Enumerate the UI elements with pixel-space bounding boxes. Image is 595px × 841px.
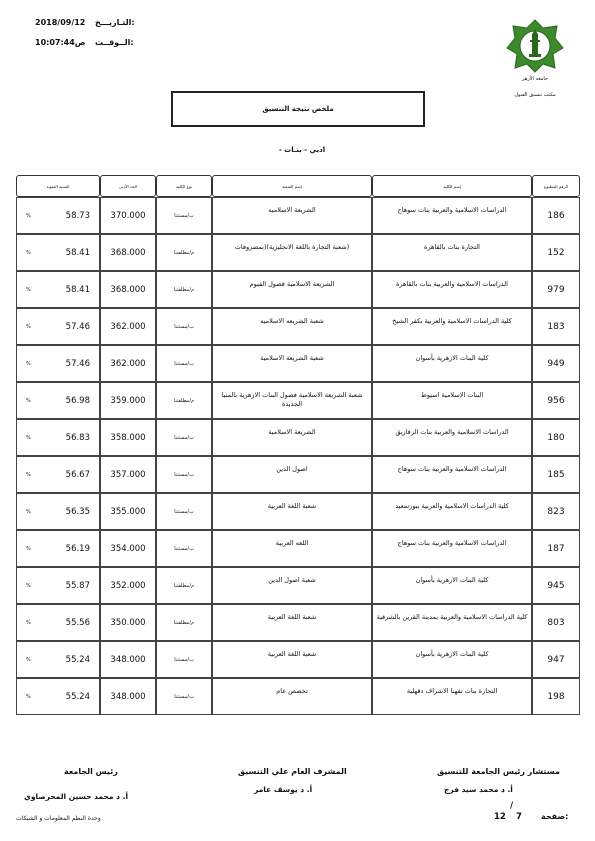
university-logo xyxy=(505,18,565,74)
cell-faculty: كلية البنات الازهرية بأسوان xyxy=(372,641,532,678)
pct-sign: % xyxy=(26,286,31,293)
pct-value: 58.41 xyxy=(65,284,90,295)
cell-type: ب/مستثنا xyxy=(156,530,212,567)
footer-unit: وحدة النظم المعلومات و الشبكات xyxy=(16,815,101,822)
cell-type: م/مطلقتنا xyxy=(156,567,212,604)
cell-faculty: الدراسات الاسلامية والعربية بنات سوهاج xyxy=(372,197,532,234)
table-header-row xyxy=(16,175,580,197)
cell-min: 358.000 xyxy=(100,419,156,456)
cell-division: شعبة الشريعه الاسلاميه xyxy=(212,308,372,345)
date-value: 2018/09/12 xyxy=(35,18,86,27)
cell-code: 803 xyxy=(532,604,580,641)
cell-code: 180 xyxy=(532,419,580,456)
cell-code: 979 xyxy=(532,271,580,308)
cell-faculty: البنات الاسلامية اسيوط xyxy=(372,382,532,419)
pct-sign: % xyxy=(26,249,31,256)
cell-min: 362.000 xyxy=(100,345,156,382)
cell-code: 956 xyxy=(532,382,580,419)
pct-value: 55.24 xyxy=(65,691,90,702)
cell-faculty: الدراسات الاسلامية والعربية بنات سوهاج xyxy=(372,530,532,567)
table-row xyxy=(16,641,580,678)
cell-code: 152 xyxy=(532,234,580,271)
pct-sign: % xyxy=(26,397,31,404)
cell-code: 186 xyxy=(532,197,580,234)
cell-type: ب/مستثنا xyxy=(156,678,212,715)
table-row xyxy=(16,382,580,419)
cell-type: ب/مستثنا xyxy=(156,419,212,456)
pct-value: 58.73 xyxy=(65,210,90,221)
advisor-title: مستشار رئيس الجامعة للتنسيق xyxy=(437,767,560,776)
pct-sign: % xyxy=(26,545,31,552)
cell-min: 368.000 xyxy=(100,271,156,308)
cell-pct xyxy=(16,345,100,382)
cell-code: 198 xyxy=(532,678,580,715)
cell-division: اللغه العربية xyxy=(212,530,372,567)
table-row xyxy=(16,530,580,567)
cell-division: شعبة الشريعة الاسلامية xyxy=(212,345,372,382)
table-row xyxy=(16,604,580,641)
cell-type: ب/مستثنا xyxy=(156,197,212,234)
cell-type: ب/مستثنا xyxy=(156,345,212,382)
table-row xyxy=(16,197,580,234)
pct-value: 57.46 xyxy=(65,321,90,332)
table-row xyxy=(16,456,580,493)
cell-division: الشريعة الاسلاميه xyxy=(212,197,372,234)
cell-pct xyxy=(16,567,100,604)
cell-code: 187 xyxy=(532,530,580,567)
cell-faculty: كلية البنات الازهرية بأسوان xyxy=(372,567,532,604)
supervisor-name: أ. د يوسف عامر xyxy=(254,785,313,794)
president-title: رئيس الجامعة xyxy=(64,767,118,776)
cell-type: ب/مستثنا xyxy=(156,493,212,530)
office-name: مكتب تنسيق القبول xyxy=(514,92,556,98)
cell-faculty: الدراسات الاسلامية والعربية بنات الزقازيق xyxy=(372,419,532,456)
cell-division: شعبة الشريعة الاسلامية فصول البنات الازهرية بالمنيا الجديدة xyxy=(212,382,372,419)
table-row xyxy=(16,419,580,456)
president-name: أ. د محمد حسين المحرصاوي xyxy=(24,792,129,801)
cell-type: م/مطلقتنا xyxy=(156,382,212,419)
cell-division: شعبة اللغة العربية xyxy=(212,604,372,641)
cell-code: 823 xyxy=(532,493,580,530)
pct-sign: % xyxy=(26,212,31,219)
table-row xyxy=(16,678,580,715)
pct-value: 56.98 xyxy=(65,395,90,406)
cell-code: 945 xyxy=(532,567,580,604)
cell-code: 949 xyxy=(532,345,580,382)
university-name: جامعة الأزهر xyxy=(521,76,549,82)
date-label: التـاريـــخ: xyxy=(95,18,135,27)
cell-faculty: الدراسات الاسلامية والعربية بنات بالقاهرة xyxy=(372,271,532,308)
pct-sign: % xyxy=(26,434,31,441)
table-row xyxy=(16,308,580,345)
col-pct: النسبة المئوية xyxy=(16,175,100,197)
pct-value: 56.67 xyxy=(65,469,90,480)
cell-code: 947 xyxy=(532,641,580,678)
page-label: صفحة: xyxy=(541,812,569,821)
cell-pct xyxy=(16,493,100,530)
cell-division: الشريعة الاسلامية xyxy=(212,419,372,456)
cell-pct xyxy=(16,678,100,715)
results-table xyxy=(16,175,580,715)
cell-min: 362.000 xyxy=(100,308,156,345)
cell-division: شعبة اللغة العربية xyxy=(212,493,372,530)
advisor-name: أ. د محمد سيد فرج xyxy=(444,785,513,794)
cell-type: م/مطلقتنا xyxy=(156,271,212,308)
col-min: الحد الأدنى xyxy=(100,175,156,197)
pct-value: 57.46 xyxy=(65,358,90,369)
cell-pct xyxy=(16,419,100,456)
col-faculty: إسم الكلية xyxy=(372,175,532,197)
cell-pct xyxy=(16,604,100,641)
cell-min: 355.000 xyxy=(100,493,156,530)
cell-min: 359.000 xyxy=(100,382,156,419)
pct-sign: % xyxy=(26,619,31,626)
pct-value: 56.83 xyxy=(65,432,90,443)
col-division: إسم الشعبة xyxy=(212,175,372,197)
pct-sign: % xyxy=(26,323,31,330)
cell-min: 352.000 xyxy=(100,567,156,604)
table-row xyxy=(16,567,580,604)
pct-sign: % xyxy=(26,360,31,367)
cell-faculty: كلية الدراسات الاسلامية والعربية بكفر الشيخ xyxy=(372,308,532,345)
col-code: الرقم المطبوع xyxy=(532,175,580,197)
cell-division: شعبة اللغة العربية xyxy=(212,641,372,678)
pct-sign: % xyxy=(26,582,31,589)
report-subtitle: - ادبي - بنـات xyxy=(278,146,326,154)
pct-sign: % xyxy=(26,693,31,700)
cell-min: 354.000 xyxy=(100,530,156,567)
cell-code: 183 xyxy=(532,308,580,345)
cell-type: ب/مستثنا xyxy=(156,308,212,345)
pct-value: 55.87 xyxy=(65,580,90,591)
cell-faculty: كلية الدراسات الاسلامية والعربية ببورسعيد xyxy=(372,493,532,530)
time-value: ص10:07:44 xyxy=(35,38,86,47)
cell-division: (شعبة التجارة باللغة الانجليزية)(بمصروفات xyxy=(212,234,372,271)
cell-type: م/مطلقتنا xyxy=(156,234,212,271)
time-label: الــوقــت: xyxy=(95,38,134,47)
cell-pct xyxy=(16,308,100,345)
cell-pct xyxy=(16,197,100,234)
page-current: 7 xyxy=(516,812,522,822)
cell-type: ب/مستثنا xyxy=(156,641,212,678)
cell-division: شعبة اصول الدين xyxy=(212,567,372,604)
cell-pct xyxy=(16,234,100,271)
page-separator: / xyxy=(510,801,514,811)
pct-value: 58.41 xyxy=(65,247,90,258)
pct-value: 55.24 xyxy=(65,654,90,665)
cell-pct xyxy=(16,530,100,567)
cell-pct xyxy=(16,382,100,419)
pct-sign: % xyxy=(26,471,31,478)
pct-value: 55.56 xyxy=(65,617,90,628)
cell-division: تخصص عام xyxy=(212,678,372,715)
table-row xyxy=(16,345,580,382)
cell-faculty: التجارة بنات بالقاهرة xyxy=(372,234,532,271)
cell-pct xyxy=(16,456,100,493)
pct-value: 56.19 xyxy=(65,543,90,554)
cell-min: 348.000 xyxy=(100,641,156,678)
cell-faculty: الدراسات الاسلامية والعربية بنات سوهاج xyxy=(372,456,532,493)
col-type: نوع الكلية xyxy=(156,175,212,197)
cell-division: الشريعة الاسلامية فصول الفيوم xyxy=(212,271,372,308)
cell-pct xyxy=(16,271,100,308)
cell-min: 357.000 xyxy=(100,456,156,493)
report-title: ملخص نتيجة التنسيق xyxy=(171,91,425,127)
cell-min: 350.000 xyxy=(100,604,156,641)
cell-division: اصول الدين xyxy=(212,456,372,493)
pct-value: 56.35 xyxy=(65,506,90,517)
cell-faculty: كلية البنات الازهرية بأسوان xyxy=(372,345,532,382)
table-row xyxy=(16,271,580,308)
table-row xyxy=(16,234,580,271)
cell-type: ب/مستثنا xyxy=(156,456,212,493)
cell-faculty: كلية الدراسات الاسلامية والعربية بمدينة القرين بالشرقية xyxy=(372,604,532,641)
page-total: 12 xyxy=(494,812,506,822)
cell-type: م/مطلقتنا xyxy=(156,604,212,641)
cell-code: 185 xyxy=(532,456,580,493)
pct-sign: % xyxy=(26,656,31,663)
cell-min: 348.000 xyxy=(100,678,156,715)
supervisor-title: المشرف العام علي التنسيق xyxy=(238,767,347,776)
table-row xyxy=(16,493,580,530)
cell-min: 368.000 xyxy=(100,234,156,271)
pct-sign: % xyxy=(26,508,31,515)
cell-pct xyxy=(16,641,100,678)
cell-min: 370.000 xyxy=(100,197,156,234)
cell-faculty: التجارة بنات تفهنا الاشراف دقهلية xyxy=(372,678,532,715)
